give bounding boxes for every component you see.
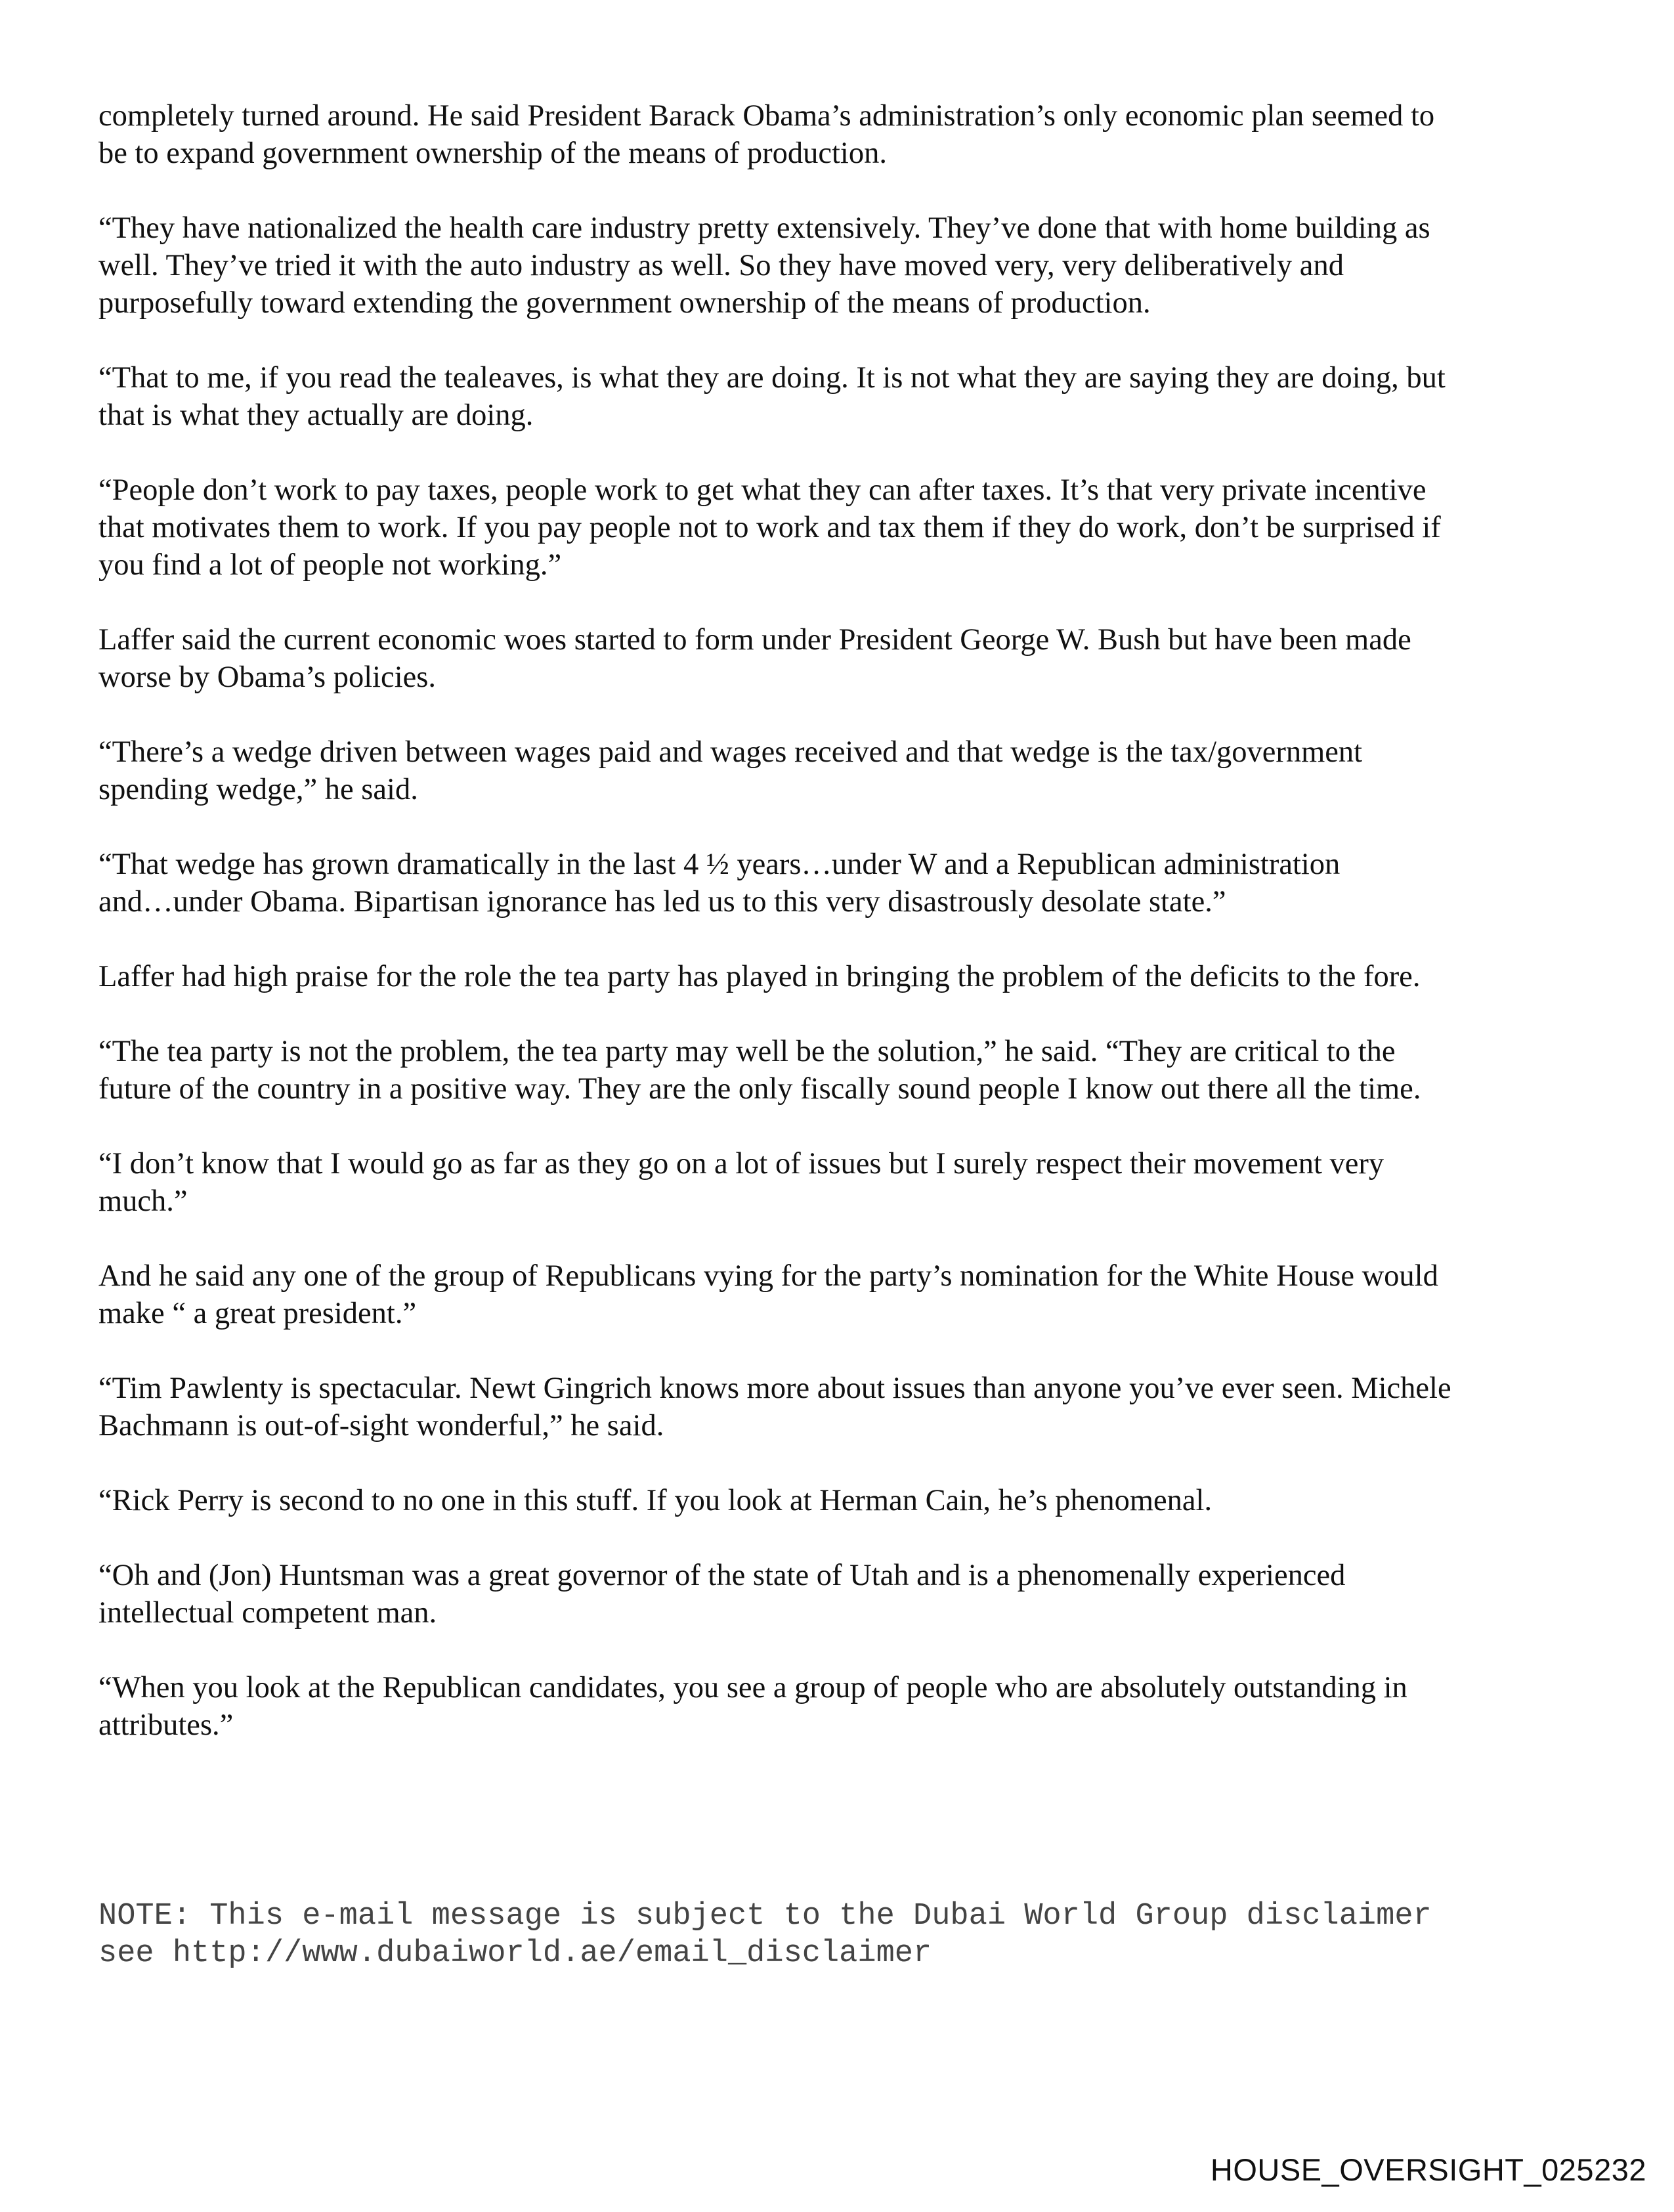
- paragraph-1: completely turned around. He said President Barack Obama’s administration’s only economic plan seemed to be to expand government ownership of the means of production.: [98, 99, 1435, 170]
- paragraph-3: “That to me, if you read the tealeaves, is what they are doing. It is not what they are saying they are doing, but that is what they actually are doing.: [98, 361, 1446, 432]
- paragraph-9: “The tea party is not the problem, the tea party may well be the solution,” he said. “They are critical to the future of the country in a positive way. They are the only fiscally sound people I know out there all the time.: [98, 1035, 1421, 1106]
- paragraph-12: “Tim Pawlenty is spectacular. Newt Gingrich knows more about issues than anyone you’ve ever seen. Michele Bachmann is out-of-sight wonderful,” he said.: [98, 1372, 1451, 1442]
- paragraph-6: “There’s a wedge driven between wages paid and wages received and that wedge is the tax/government spending wedge,” he said.: [98, 735, 1363, 806]
- paragraph-7: “That wedge has grown dramatically in the last 4 ½ years…under W and a Republican administration and…under Obama. Bipartisan ignorance has led us to this very disastrously desolate state.”: [98, 848, 1341, 919]
- paragraph-15: “When you look at the Republican candidates, you see a group of people who are absolutely outstanding in attributes.”: [98, 1671, 1407, 1742]
- article-body: [98, 97, 1562, 1781]
- email-disclaimer: NOTE: This e-mail message is subject to the Dubai World Group disclaimer see http://www.dubaiworld.ae/email_disclaimer: [98, 1899, 1432, 1971]
- paragraph-11: And he said any one of the group of Republicans vying for the party’s nomination for the White House would make “ a great president.”: [98, 1259, 1438, 1330]
- paragraph-5: Laffer said the current economic woes started to form under President George W. Bush but have been made worse by Obama’s policies.: [98, 623, 1411, 694]
- paragraph-4: “People don’t work to pay taxes, people work to get what they can after taxes. It’s that very private incentive that motivates them to work. If you pay people not to work and tax them if they do work, don’t be surprised if you find a lot of people not working.”: [98, 473, 1441, 582]
- paragraph-13: “Rick Perry is second to no one in this stuff. If you look at Herman Cain, he’s phenomenal.: [98, 1484, 1213, 1517]
- bates-number: HOUSE_OVERSIGHT_025232: [1210, 2152, 1646, 2187]
- paragraph-14: “Oh and (Jon) Huntsman was a great governor of the state of Utah and is a phenomenally experienced intellectual competent man.: [98, 1559, 1346, 1630]
- paragraph-10: “I don’t know that I would go as far as they go on a lot of issues but I surely respect their movement very much.”: [98, 1147, 1384, 1218]
- paragraph-2: “They have nationalized the health care industry pretty extensively. They’ve done that with home building as well. They’ve tried it with the auto industry as well. So they have moved very, very deliberatively and purposefully toward extending the government ownership of the means of production.: [98, 211, 1430, 320]
- paragraph-8: Laffer had high praise for the role the tea party has played in bringing the problem of the deficits to the fore.: [98, 960, 1421, 993]
